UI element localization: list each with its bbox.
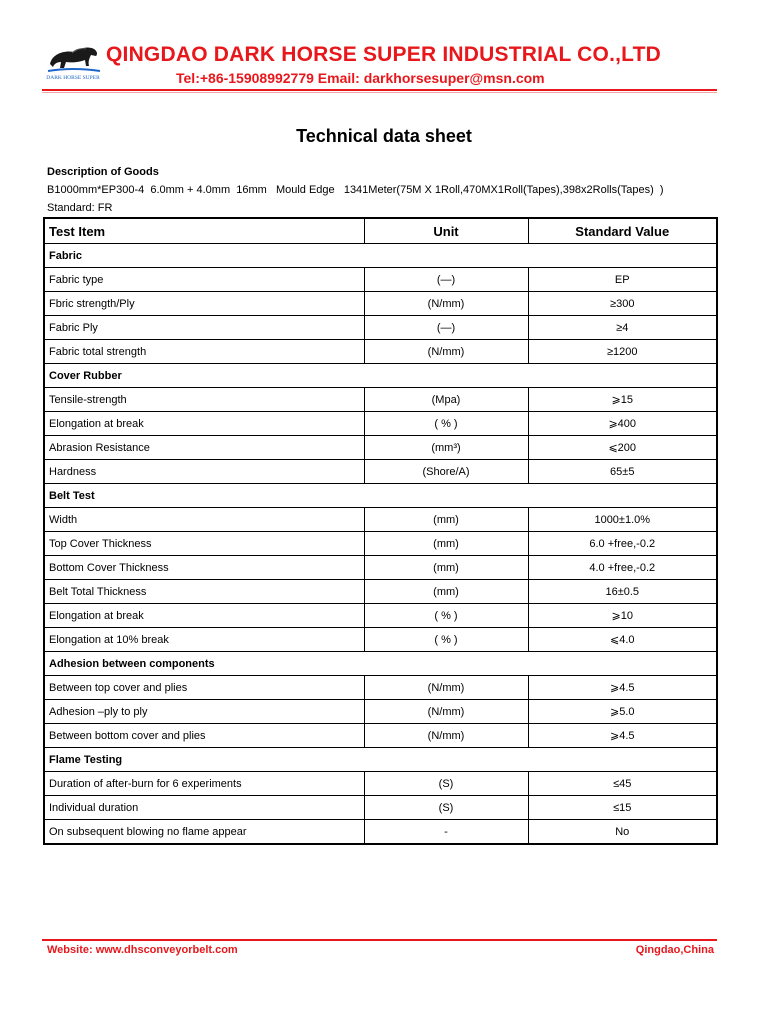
header-test-item: Test Item	[44, 218, 364, 244]
cell-test-item: Width	[44, 508, 364, 532]
table-body	[44, 244, 717, 845]
cell-standard-value: ≥300	[528, 292, 717, 316]
cell-unit: (mm)	[364, 580, 528, 604]
table-row	[44, 772, 717, 796]
cell-unit: (Shore/A)	[364, 460, 528, 484]
section-row	[44, 364, 717, 388]
cell-standard-value: ⩽4.0	[528, 628, 717, 652]
cell-test-item: Fbric strength/Ply	[44, 292, 364, 316]
section-row	[44, 244, 717, 268]
cell-standard-value: ≥1200	[528, 340, 717, 364]
page-title: Technical data sheet	[296, 126, 472, 146]
cell-test-item: Bottom Cover Thickness	[44, 556, 364, 580]
table-row	[44, 820, 717, 845]
cell-standard-value: 65±5	[528, 460, 717, 484]
cell-unit: (S)	[364, 772, 528, 796]
cell-standard-value: ⩾4.5	[528, 724, 717, 748]
table-row	[44, 556, 717, 580]
cell-test-item: Fabric type	[44, 268, 364, 292]
cell-unit: (N/mm)	[364, 676, 528, 700]
cell-unit: (N/mm)	[364, 340, 528, 364]
cell-standard-value: ⩾4.5	[528, 676, 717, 700]
company-name: QINGDAO DARK HORSE SUPER INDUSTRIAL CO.,LTD	[106, 43, 662, 66]
cell-standard-value: EP	[528, 268, 717, 292]
cell-standard-value: ≤45	[528, 772, 717, 796]
spec-table	[43, 217, 718, 845]
cell-unit: (mm)	[364, 532, 528, 556]
header-unit: Unit	[364, 218, 528, 244]
cell-unit: (mm³)	[364, 436, 528, 460]
cell-test-item: Between bottom cover and plies	[44, 724, 364, 748]
contact-info: Tel:+86-15908992779 Email: darkhorsesuper@msn.com	[176, 70, 545, 86]
table-row	[44, 460, 717, 484]
cell-standard-value: No	[528, 820, 717, 845]
header-divider	[42, 89, 717, 91]
cell-standard-value: ⩽200	[528, 436, 717, 460]
table-row	[44, 676, 717, 700]
cell-test-item: Fabric total strength	[44, 340, 364, 364]
cell-unit: -	[364, 820, 528, 845]
cell-standard-value: 1000±1.0%	[528, 508, 717, 532]
cell-unit: (—)	[364, 268, 528, 292]
cell-standard-value: 6.0 +free,-0.2	[528, 532, 717, 556]
cell-unit: (N/mm)	[364, 292, 528, 316]
table-row	[44, 388, 717, 412]
cell-standard-value: ⩾5.0	[528, 700, 717, 724]
cell-standard-value: ≥4	[528, 316, 717, 340]
cell-test-item: Abrasion Resistance	[44, 436, 364, 460]
header-divider-secondary	[42, 92, 717, 93]
cell-test-item: Belt Total Thickness	[44, 580, 364, 604]
cell-unit: ( % )	[364, 412, 528, 436]
cell-test-item: Individual duration	[44, 796, 364, 820]
cell-test-item: Elongation at 10% break	[44, 628, 364, 652]
table-header-row	[44, 218, 717, 244]
cell-test-item: Adhesion –ply to ply	[44, 700, 364, 724]
section-row	[44, 484, 717, 508]
section-title: Adhesion between components	[44, 652, 717, 676]
section-title: Belt Test	[44, 484, 717, 508]
table-row	[44, 796, 717, 820]
table-row	[44, 532, 717, 556]
section-row	[44, 652, 717, 676]
logo-text: DARK HORSE SUPER	[46, 75, 100, 81]
cell-test-item: Elongation at break	[44, 604, 364, 628]
cell-standard-value: ≤15	[528, 796, 717, 820]
cell-test-item: Top Cover Thickness	[44, 532, 364, 556]
footer-location: Qingdao,China	[635, 944, 714, 956]
table-row	[44, 628, 717, 652]
cell-test-item: Fabric Ply	[44, 316, 364, 340]
table-row	[44, 316, 717, 340]
header-standard-value: Standard Value	[528, 218, 717, 244]
cell-standard-value: 16±0.5	[528, 580, 717, 604]
cell-standard-value: ⩾400	[528, 412, 717, 436]
cell-standard-value: ⩾10	[528, 604, 717, 628]
table-row	[44, 508, 717, 532]
table-row	[44, 580, 717, 604]
table-row	[44, 604, 717, 628]
standard-text: Standard: FR	[47, 202, 113, 214]
cell-unit: ( % )	[364, 604, 528, 628]
table-row	[44, 700, 717, 724]
cell-unit: (S)	[364, 796, 528, 820]
table-row	[44, 340, 717, 364]
cell-test-item: Hardness	[44, 460, 364, 484]
description-label: Description of Goods	[47, 166, 159, 178]
cell-unit: (Mpa)	[364, 388, 528, 412]
table-row	[44, 436, 717, 460]
table-row	[44, 724, 717, 748]
cell-test-item: On subsequent blowing no flame appear	[44, 820, 364, 845]
table-row	[44, 412, 717, 436]
cell-unit: (N/mm)	[364, 700, 528, 724]
table-row	[44, 292, 717, 316]
section-title: Cover Rubber	[44, 364, 717, 388]
cell-unit: (—)	[364, 316, 528, 340]
cell-test-item: Tensile-strength	[44, 388, 364, 412]
cell-standard-value: ⩾15	[528, 388, 717, 412]
cell-unit: (mm)	[364, 508, 528, 532]
footer-divider	[42, 939, 717, 941]
section-row	[44, 748, 717, 772]
description-text: B1000mm*EP300-4 6.0mm + 4.0mm 16mm Mould Edge 1341Meter(75M X 1Roll,470MX1Roll(Tapes),398x2Rolls(Tapes) )	[47, 184, 664, 196]
cell-unit: (N/mm)	[364, 724, 528, 748]
cell-standard-value: 4.0 +free,-0.2	[528, 556, 717, 580]
section-title: Fabric	[44, 244, 717, 268]
cell-test-item: Duration of after-burn for 6 experiments	[44, 772, 364, 796]
table-row	[44, 268, 717, 292]
horse-logo-icon	[42, 40, 104, 82]
section-title: Flame Testing	[44, 748, 717, 772]
footer-website: Website: www.dhsconveyorbelt.com	[47, 944, 238, 956]
cell-unit: (mm)	[364, 556, 528, 580]
cell-test-item: Between top cover and plies	[44, 676, 364, 700]
cell-test-item: Elongation at break	[44, 412, 364, 436]
cell-unit: ( % )	[364, 628, 528, 652]
